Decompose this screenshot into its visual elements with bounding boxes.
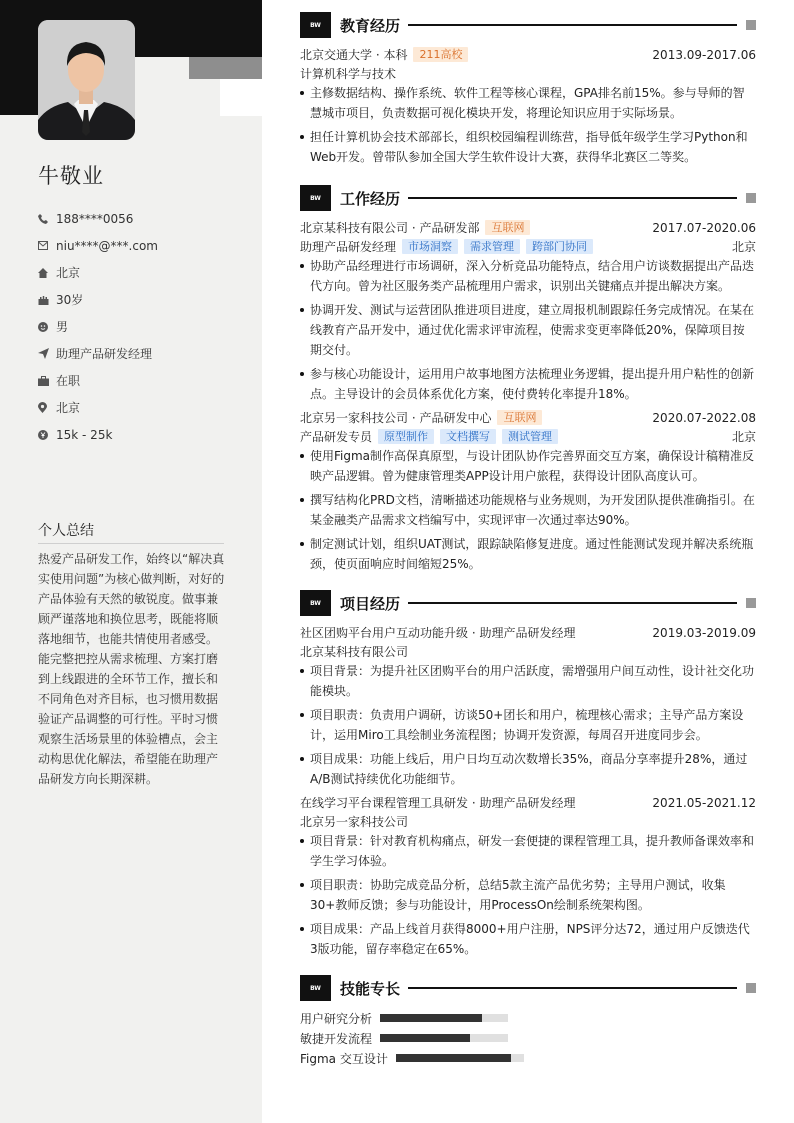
project-date: 2021.05-2021.12 <box>652 795 756 810</box>
project-company: 北京另一家科技公司 <box>300 815 409 829</box>
job-role-row <box>300 237 756 256</box>
summary-text: 热爱产品研发工作，始终以“解决真实使用问题”为核心做判断，对好的产品体验有天然的敏锐度。做事兼顾严谨落地和换位思考，既能将顺落地细节，也能共情使用者感受。能完整把控从需求梳理、方案打磨到上线跟进的全环节工作，擅长和不同角色对齐目标，也习惯用数据验证产品调整的可行性。平时习惯观察生活场景里的体验槽点，会主动构思优化解法，希望能在助理产品研发方向长期深耕。 <box>38 552 225 786</box>
industry-tag: 互联网 <box>485 220 530 235</box>
education-header <box>300 45 756 64</box>
project-date: 2019.03-2019.09 <box>652 625 756 640</box>
job-header <box>300 408 756 427</box>
list-item: 项目背景：针对教育机构痛点，研发一套便捷的课程管理工具，提升教师备课效率和学生学习体验。 <box>300 831 756 871</box>
section-title: 项目经历 <box>340 594 401 613</box>
section-title: 教育经历 <box>340 16 401 35</box>
info-phone <box>38 205 248 232</box>
education-major <box>300 64 756 83</box>
company-name: 北京某科技有限公司 · 产品研发部 <box>300 221 480 235</box>
list-item: 项目职责：协助完成竞品分析，总结5款主流产品优劣势；主导用户测试，收集30+教师反馈；参与功能设计，用ProcessOn绘制系统架构图。 <box>300 875 756 915</box>
info-text: 男 <box>56 320 69 334</box>
project-header <box>300 623 756 642</box>
major-text: 计算机科学与技术 <box>300 67 397 81</box>
project-entry <box>300 623 756 789</box>
section-divider <box>408 602 737 604</box>
info-text: 15k - 25k <box>56 427 113 442</box>
info-status <box>38 367 248 394</box>
list-item: 制定测试计划，组织UAT测试，跟踪缺陷修复进度。通过性能测试发现并解决系统瓶颈，使页面响应时间缩短25%。 <box>300 534 756 574</box>
mail-icon <box>38 240 56 252</box>
info-text: 在职 <box>56 374 81 388</box>
summary-title: 个人总结 <box>38 520 224 544</box>
list-item: 协助产品经理进行市场调研，深入分析竞品功能特点，结合用户访谈数据提出产品迭代方向。曾为社区服务类产品梳理用户需求，识别出关键痛点并提出解决方案。 <box>300 256 756 296</box>
skill-level-fill <box>380 1034 470 1042</box>
skill-name: Figma 交互设计 <box>300 1051 388 1066</box>
education-bullets <box>300 83 756 167</box>
section-divider <box>408 987 737 989</box>
sidebar-accent-block <box>189 57 262 79</box>
info-target-position <box>38 340 248 367</box>
job-role: 助理产品研发经理 <box>300 240 397 254</box>
sidebar-white-block <box>220 79 262 116</box>
list-item: 项目成果：产品上线首月获得8000+用户注册，NPS评分达72，通过用户反馈迭代3版功能，留存率稳定在65%。 <box>300 919 756 959</box>
section-square-icon <box>746 193 756 203</box>
project-bullets <box>300 661 756 789</box>
contact-info-list <box>38 205 248 448</box>
job-role-row <box>300 427 756 446</box>
info-salary <box>38 421 248 448</box>
job-entry <box>300 408 756 574</box>
section-square-icon <box>746 20 756 30</box>
briefcase-icon <box>38 375 56 387</box>
job-bullets <box>300 256 756 404</box>
skill-name: 用户研究分析 <box>300 1011 373 1026</box>
project-company: 北京某科技有限公司 <box>300 645 409 659</box>
section-badge: BW <box>300 590 331 616</box>
skill-level-bar <box>396 1054 524 1062</box>
skill-item <box>300 1048 524 1068</box>
list-item: 主修数据结构、操作系统、软件工程等核心课程，GPA排名前15%。参与导师的智慧城市项目，负责数据可视化模块开发，将理论知识应用于实际场景。 <box>300 83 756 123</box>
project-header <box>300 793 756 812</box>
project-name: 在线学习平台课程管理工具研发 · 助理产品研发经理 <box>300 796 576 810</box>
school-tag: 211高校 <box>413 47 468 62</box>
company-name: 北京另一家科技公司 · 产品研发中心 <box>300 411 492 425</box>
section-title: 工作经历 <box>340 189 401 208</box>
skills-section <box>300 975 756 1068</box>
sidebar-header-block-left <box>0 57 38 115</box>
project-company-row <box>300 642 756 661</box>
school-name: 北京交通大学 · 本科 <box>300 48 408 62</box>
info-text: 北京 <box>56 401 81 415</box>
list-item: 担任计算机协会技术部部长，组织校园编程训练营，指导低年级学生学习Python和Web开发。曾带队参加全国大学生软件设计大赛，获得华北赛区二等奖。 <box>300 127 756 167</box>
section-divider <box>408 197 737 199</box>
info-text: niu****@***.com <box>56 238 158 253</box>
section-badge: BW <box>300 975 331 1001</box>
skill-tag: 原型制作 <box>378 429 434 444</box>
section-badge: BW <box>300 185 331 211</box>
work-section <box>300 185 756 578</box>
home-icon <box>38 267 56 279</box>
info-gender <box>38 313 248 340</box>
section-header <box>300 12 756 38</box>
skill-level-fill <box>396 1054 511 1062</box>
job-entry <box>300 218 756 404</box>
skill-tag: 市场洞察 <box>402 239 458 254</box>
info-text: 助理产品研发经理 <box>56 347 153 361</box>
skill-level-bar <box>380 1014 508 1022</box>
project-name: 社区团购平台用户互动功能升级 · 助理产品研发经理 <box>300 626 576 640</box>
list-item: 项目背景：为提升社区团购平台的用户活跃度，需增强用户间互动性，设计社交化功能模块。 <box>300 661 756 701</box>
list-item: 使用Figma制作高保真原型，与设计团队协作完善界面交互方案，确保设计稿精准反映产品逻辑。曾为健康管理类APP设计用户旅程，获得设计团队高度认可。 <box>300 446 756 486</box>
skill-level-bar <box>380 1034 508 1042</box>
skill-tag: 文档撰写 <box>440 429 496 444</box>
list-item: 项目成果：功能上线后，用户日均互动次数增长35%，商品分享率提升28%，通过A/B测试持续优化功能细节。 <box>300 749 756 789</box>
skill-tag: 跨部门协同 <box>526 239 593 254</box>
job-city: 北京 <box>731 430 756 444</box>
skill-item <box>300 1028 508 1048</box>
list-item: 参与核心功能设计，运用用户故事地图方法梳理业务逻辑，提出提升用户粘性的创新点。主导设计的会员体系优化方案，使付费转化率提升18%。 <box>300 364 756 404</box>
phone-icon <box>38 213 56 225</box>
job-bullets <box>300 446 756 574</box>
skill-item <box>300 1008 508 1028</box>
list-item: 撰写结构化PRD文档，清晰描述功能规格与业务规则，为开发团队提供准确指引。在某金融类产品需求文档编写中，实现评审一次通过率达90%。 <box>300 490 756 530</box>
skills-list <box>300 1008 756 1068</box>
section-square-icon <box>746 983 756 993</box>
industry-tag: 互联网 <box>497 410 542 425</box>
section-badge: BW <box>300 12 331 38</box>
job-date: 2020.07-2022.08 <box>652 410 756 425</box>
info-home <box>38 259 248 286</box>
skill-tag: 测试管理 <box>502 429 558 444</box>
info-location <box>38 394 248 421</box>
salary-icon <box>38 429 56 441</box>
list-item: 协调开发、测试与运营团队推进项目进度，建立周报机制跟踪任务完成情况。在某在线教育产品开发中，通过优化需求评审流程，使需求变更率降低20%，保障项目按期交付。 <box>300 300 756 360</box>
skill-name: 敏捷开发流程 <box>300 1031 373 1046</box>
project-entry <box>300 793 756 959</box>
education-date: 2013.09-2017.06 <box>652 47 756 62</box>
education-section <box>300 12 756 171</box>
info-email <box>38 232 248 259</box>
cake-icon <box>38 294 56 306</box>
skill-tag: 需求管理 <box>464 239 520 254</box>
profile-name: 牛敬业 <box>38 164 104 188</box>
section-header <box>300 590 756 616</box>
section-square-icon <box>746 598 756 608</box>
gender-icon <box>38 321 56 333</box>
project-company-row <box>300 812 756 831</box>
projects-section <box>300 590 756 963</box>
job-header <box>300 218 756 237</box>
send-icon <box>38 348 56 360</box>
job-city: 北京 <box>731 240 756 254</box>
info-text: 188****0056 <box>56 211 134 226</box>
profile-photo <box>38 20 135 140</box>
skill-level-fill <box>380 1014 482 1022</box>
location-pin-icon <box>38 402 56 414</box>
info-text: 30岁 <box>56 293 84 307</box>
section-divider <box>408 24 737 26</box>
job-date: 2017.07-2020.06 <box>652 220 756 235</box>
project-bullets <box>300 831 756 959</box>
section-header <box>300 185 756 211</box>
section-header <box>300 975 756 1001</box>
section-title: 技能专长 <box>340 979 401 998</box>
info-text: 北京 <box>56 266 81 280</box>
info-age <box>38 286 248 313</box>
list-item: 项目职责：负责用户调研，访谈50+团长和用户，梳理核心需求；主导产品方案设计，运用Miro工具绘制业务流程图；协调开发资源，每周召开进度同步会。 <box>300 705 756 745</box>
job-role: 产品研发专员 <box>300 430 373 444</box>
